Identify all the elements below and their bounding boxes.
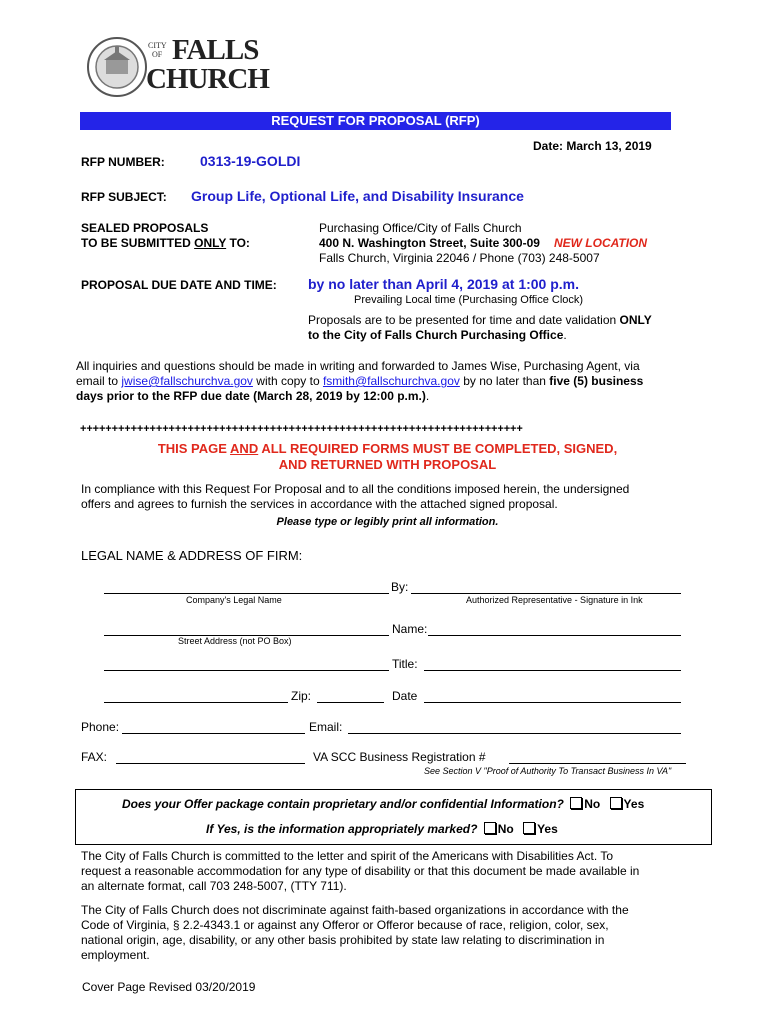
print-instruction: Please type or legibly print all information. <box>276 516 499 528</box>
presentation-line2-text: to the City of Falls Church Purchasing Office <box>308 328 564 342</box>
logo-falls: FALLS <box>172 34 259 66</box>
city-logo <box>86 36 276 98</box>
logo-city-small: CITY <box>148 41 167 50</box>
date-label: Date <box>392 689 418 703</box>
ada-line1: The City of Falls Church is committed to the letter and spirit of the Americans with Disabilities Act. To <box>81 849 613 863</box>
due-date-label: PROPOSAL DUE DATE AND TIME: <box>81 278 277 292</box>
street-caption: Street Address (not PO Box) <box>178 636 292 646</box>
sealed-proposals-label <box>81 221 250 251</box>
signature-field[interactable] <box>411 582 681 594</box>
inquiries-line2-c: by no later than <box>459 374 550 388</box>
marked-no-label: No <box>497 822 514 836</box>
scc-field[interactable] <box>509 752 686 764</box>
marked-yes-label: Yes <box>537 822 558 836</box>
confidential-yes-checkbox[interactable] <box>610 797 622 809</box>
inquiries-line2 <box>76 374 706 389</box>
warning-line1-c: ALL REQUIRED FORMS MUST BE COMPLETED, SIGNED, <box>258 441 618 456</box>
marked-no-checkbox[interactable] <box>484 822 496 834</box>
compliance-paragraph <box>81 482 629 512</box>
ada-paragraph <box>81 849 639 894</box>
nondiscrim-line4: employment. <box>81 948 150 962</box>
plus-separator: ++++++++++++++++++++++++++++++++++++++++++++++++++++++++++++++++++++++ <box>80 423 523 435</box>
fax-label: FAX: <box>81 750 108 764</box>
presentation-line1 <box>308 313 652 328</box>
required-forms-warning <box>80 441 695 473</box>
zip-field[interactable] <box>317 691 384 703</box>
rfp-number-label: RFP NUMBER: <box>81 155 165 169</box>
nondiscrim-line2: Code of Virginia, § 2.2-4343.1 or against any Offeror or Offeror because of race, religion, color, sex, <box>81 918 609 932</box>
email-link-jwise[interactable]: jwise@fallschurchva.gov <box>121 374 253 388</box>
address-line2 <box>319 236 647 251</box>
rfp-subject-value: Group Life, Optional Life, and Disability Insurance <box>191 188 524 204</box>
company-legal-name-field[interactable] <box>104 582 389 594</box>
inquiries-line3 <box>76 389 706 404</box>
phone-label: Phone: <box>81 720 120 734</box>
legal-name-heading: LEGAL NAME & ADDRESS OF FIRM: <box>81 548 303 563</box>
purchasing-address <box>319 221 647 266</box>
inquiries-line3-text: days prior to the RFP due date (March 28, 2019 by 12:00 p.m.) <box>76 389 426 403</box>
scc-note: See Section V "Proof of Authority To Transact Business In VA" <box>424 766 672 776</box>
footer-revision: Cover Page Revised 03/20/2019 <box>82 980 256 994</box>
ada-line2: request a reasonable accommodation for any type of disability or that this document be made available in <box>81 864 640 878</box>
document-date: Date: March 13, 2019 <box>533 139 652 153</box>
confidential-question: Does your Offer package contain proprietary and/or confidential Information? <box>122 797 564 811</box>
by-label: By: <box>391 580 409 594</box>
inquiries-paragraph <box>76 359 706 404</box>
inquiries-line2-d: five (5) business <box>549 374 644 388</box>
warning-line1-and: AND <box>230 441 259 456</box>
scc-label: VA SCC Business Registration # <box>313 750 486 764</box>
nondiscrimination-paragraph <box>81 903 629 963</box>
title-label: Title: <box>392 657 418 671</box>
email-label: Email: <box>309 720 343 734</box>
city-seal-icon <box>86 36 148 98</box>
rfp-banner-title: REQUEST FOR PROPOSAL (RFP) <box>271 113 480 128</box>
company-caption: Company's Legal Name <box>186 595 282 605</box>
inquiries-line3-end: . <box>425 389 430 403</box>
sealed-line2 <box>81 236 250 251</box>
email-field[interactable] <box>348 722 681 734</box>
presentation-line2-end: . <box>563 328 567 342</box>
confidential-no-checkbox[interactable] <box>570 797 582 809</box>
name-field[interactable] <box>428 624 681 636</box>
rfp-subject-label: RFP SUBJECT: <box>81 190 167 204</box>
presentation-instructions <box>308 313 652 343</box>
name-label: Name: <box>392 622 428 636</box>
city-state-field[interactable] <box>104 691 288 703</box>
confidential-no-label: No <box>584 797 601 811</box>
confidential-question-row <box>122 797 644 811</box>
inquiries-line1: All inquiries and questions should be made in writing and forwarded to James Wise, Purchasing Agent, via <box>76 359 640 373</box>
marked-yes-checkbox[interactable] <box>523 822 535 834</box>
marked-question-row <box>206 822 558 836</box>
confidential-info-box <box>75 789 712 845</box>
sealed-line1: SEALED PROPOSALS <box>81 221 209 235</box>
ada-line3: an alternate format, call 703 248-5007, (TTY 711). <box>81 879 347 893</box>
due-date-value: by no later than April 4, 2019 at 1:00 p.m. <box>308 276 580 292</box>
warning-line1 <box>80 441 695 457</box>
marked-question: If Yes, is the information appropriately marked? <box>206 822 478 836</box>
address-line3: Falls Church, Virginia 22046 / Phone (703) 248-5007 <box>319 251 600 265</box>
street-address-field[interactable] <box>104 624 389 636</box>
signature-caption: Authorized Representative - Signature in Ink <box>466 595 643 605</box>
sealed-line2-c: TO: <box>226 236 250 250</box>
presentation-only: ONLY <box>619 313 652 327</box>
title-field[interactable] <box>424 659 681 671</box>
logo-church: CHURCH <box>146 63 269 95</box>
sealed-line2-a: TO BE SUBMITTED <box>81 236 195 250</box>
address-line1: Purchasing Office/City of Falls Church <box>319 221 522 235</box>
fax-field[interactable] <box>116 752 305 764</box>
address-line2-field[interactable] <box>104 659 389 671</box>
new-location-note: NEW LOCATION <box>553 236 648 250</box>
presentation-line2 <box>308 328 652 343</box>
compliance-line1: In compliance with this Request For Proposal and to all the conditions imposed herein, the undersigned <box>81 482 630 496</box>
email-link-fsmith[interactable]: fsmith@fallschurchva.gov <box>322 374 460 388</box>
inquiries-line2-b: with copy to <box>252 374 323 388</box>
nondiscrim-line3: national origin, age, disability, or any other basis prohibited by state law relating to discrimination in <box>81 933 605 947</box>
compliance-line2: offers and agrees to furnish the services in accordance with the attached signed proposal. <box>81 497 558 511</box>
warning-line1-a: THIS PAGE <box>157 441 231 456</box>
zip-label: Zip: <box>291 689 312 703</box>
logo-of-small: OF <box>152 50 163 59</box>
warning-line2: AND RETURNED WITH PROPOSAL <box>278 457 497 472</box>
phone-field[interactable] <box>122 722 305 734</box>
inquiries-line2-a: email to <box>76 374 122 388</box>
address-street: 400 N. Washington Street, Suite 300-09 <box>319 236 540 250</box>
nondiscrim-line1: The City of Falls Church does not discriminate against faith-based organizations in accordance with the <box>81 903 629 917</box>
due-date-note: Prevailing Local time (Purchasing Office Clock) <box>354 294 584 306</box>
confidential-yes-label: Yes <box>623 797 645 811</box>
presentation-line1-text: Proposals are to be presented for time and date validation <box>308 313 620 327</box>
rfp-number-value: 0313-19-GOLDI <box>200 153 301 169</box>
sealed-line2-only: ONLY <box>194 236 227 250</box>
date-field[interactable] <box>424 691 681 703</box>
rfp-banner <box>80 112 671 130</box>
